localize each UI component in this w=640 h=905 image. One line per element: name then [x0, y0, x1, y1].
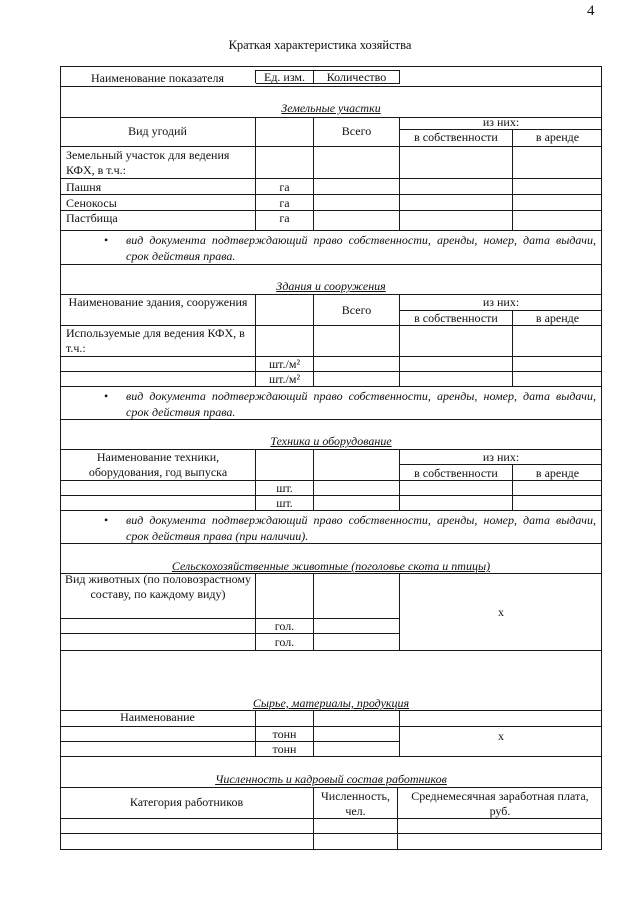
land-row-label: Сенокосы — [66, 196, 117, 210]
land-row-main: Земельный участок для ведения КФХ, в т.ч.: — [66, 148, 230, 177]
page-number: 4 — [587, 3, 595, 19]
equipment-unit: шт. — [276, 496, 293, 510]
header-indicator-name: Наименование показателя — [91, 71, 224, 85]
buildings-unit: шт./м² — [268, 372, 301, 386]
land-col-rent: в аренде — [535, 130, 580, 144]
materials-x-mark: x — [498, 729, 504, 743]
animals-x-mark: x — [498, 605, 504, 619]
land-note: вид документа подтверждающий право собственности, аренды, номер, дата выдачи, срок действия права. — [126, 233, 596, 263]
materials-unit: тонн — [272, 742, 297, 756]
section-title-staff: Численность и кадровый состав работников — [215, 772, 447, 786]
land-row-unit: га — [279, 196, 290, 210]
land-col-type: Вид угодий — [128, 124, 187, 138]
land-row-label: Пастбища — [66, 211, 118, 225]
materials-col-name: Наименование — [120, 710, 195, 724]
equipment-col-of-which: из них: — [482, 450, 520, 464]
animals-unit: гол. — [274, 619, 295, 633]
section-title-buildings: Здания и сооружения — [276, 279, 386, 293]
buildings-col-name: Наименование здания, сооружения — [68, 295, 248, 309]
land-col-of-which: из них: — [482, 115, 520, 129]
land-col-total: Всего — [341, 124, 372, 138]
buildings-col-own: в собственности — [414, 311, 498, 325]
animals-unit: гол. — [274, 635, 295, 649]
buildings-unit: шт./м² — [268, 357, 301, 371]
header-quantity: Количество — [326, 70, 387, 84]
buildings-col-of-which: из них: — [482, 295, 520, 309]
document-title: Краткая характеристика хозяйства — [228, 38, 412, 52]
equipment-unit: шт. — [276, 481, 293, 495]
equipment-col-name: Наименование техники, оборудования, год выпуска — [88, 450, 228, 479]
buildings-col-total: Всего — [341, 303, 372, 317]
bullet-icon: • — [104, 233, 109, 247]
bullet-icon: • — [104, 389, 109, 403]
buildings-col-rent: в аренде — [535, 311, 580, 325]
bullet-icon: • — [104, 513, 109, 527]
equipment-note: вид документа подтверждающий право собственности, аренды, номер, дата выдачи, срок действия права (при наличии). — [126, 513, 596, 543]
materials-unit: тонн — [272, 727, 297, 741]
staff-col-category: Категория работников — [129, 795, 244, 809]
staff-col-salary: Среднемесячная заработная плата, руб. — [411, 789, 589, 818]
section-title-materials: Сырье, материалы, продукция — [252, 696, 410, 710]
staff-col-count: Численность, чел. — [320, 789, 391, 818]
section-title-equipment: Техника и оборудование — [270, 434, 392, 448]
land-col-own: в собственности — [414, 130, 498, 144]
buildings-note: вид документа подтверждающий право собственности, аренды, номер, дата выдачи, срок действия права. — [126, 389, 596, 419]
equipment-col-own: в собственности — [414, 466, 498, 480]
buildings-row-main: Используемые для ведения КФХ, в т.ч.: — [66, 326, 245, 355]
equipment-col-rent: в аренде — [535, 466, 580, 480]
animals-col-kind: Вид животных (по половозрастному составу, по каждому виду) — [64, 572, 252, 601]
land-row-label: Пашня — [66, 180, 102, 194]
section-title-land: Земельные участки — [281, 101, 381, 115]
land-row-unit: га — [279, 211, 290, 225]
land-row-unit: га — [279, 180, 290, 194]
header-unit: Ед. изм. — [263, 70, 306, 84]
section-title-animals: Сельскохозяйственные животные (поголовье скота и птицы) — [171, 559, 491, 573]
